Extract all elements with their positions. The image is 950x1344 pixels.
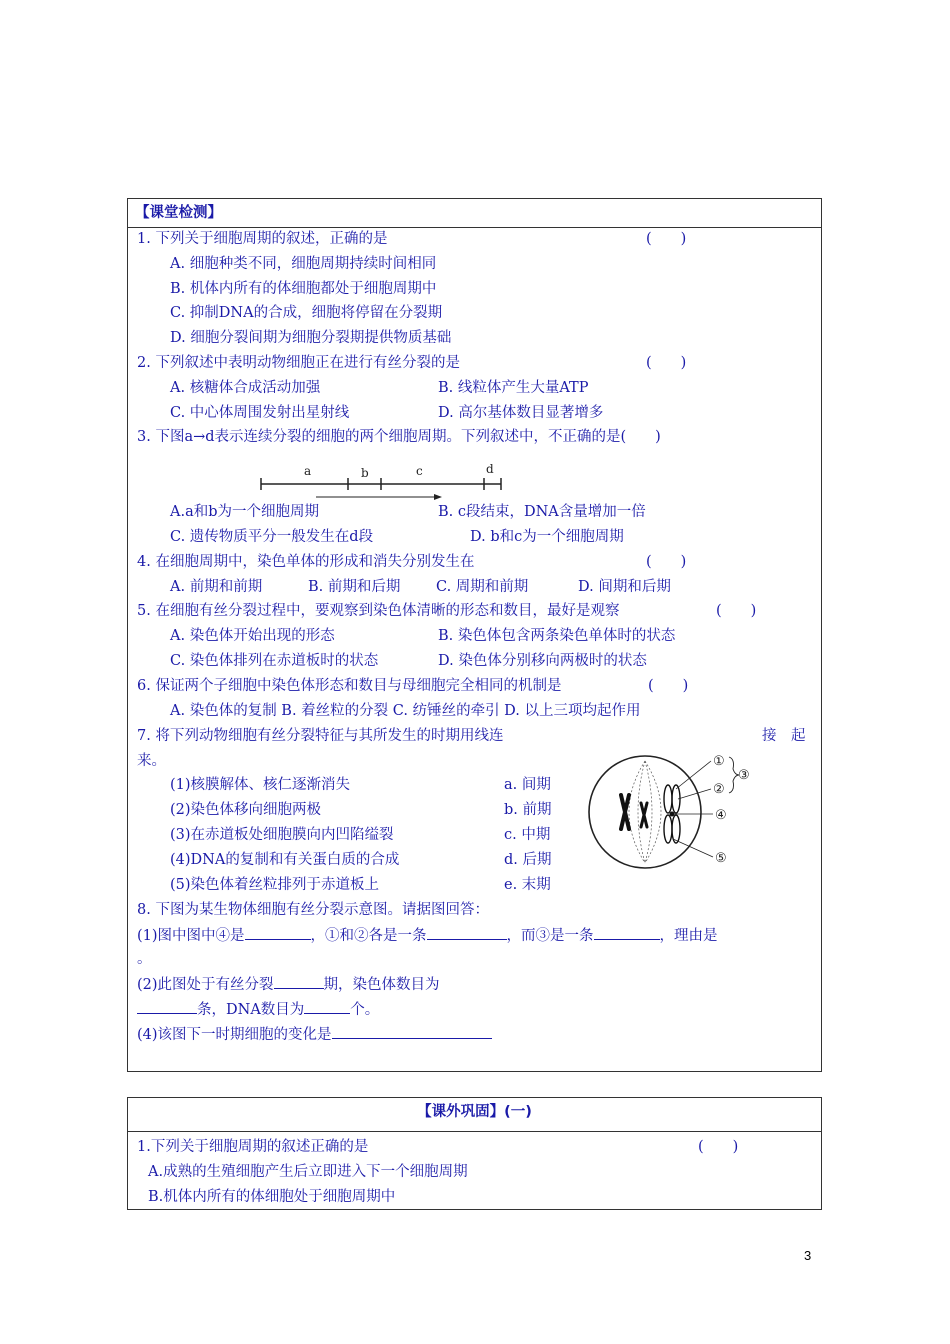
q8-blank-phase[interactable]: [274, 974, 324, 989]
classroom-check-box: [127, 198, 822, 1072]
q8-part2-text-b: 期，染色体数目为: [323, 977, 440, 993]
q8-blank-item4[interactable]: [245, 925, 311, 940]
q3-option-d: D. b和c为一个细胞周期: [470, 529, 624, 545]
q7-feature-2: (2)染色体移向细胞两极: [170, 802, 322, 818]
q5-option-b: B. 染色体包含两条染色单体时的状态: [438, 628, 676, 644]
q1-option-c: C. 抑制DNA的合成，细胞将停留在分裂期: [170, 305, 443, 321]
q8-part1-end: 。: [137, 951, 152, 967]
q6-options: A. 染色体的复制 B. 着丝粒的分裂 C. 纺锤丝的牵引 D. 以上三项均起作用: [170, 703, 641, 719]
q8-blank-item3[interactable]: [594, 925, 660, 940]
q8-blank-item12[interactable]: [427, 925, 507, 940]
q3-option-a: A.a和b为一个细胞周期: [170, 504, 320, 520]
q8-part2-text-a: (2)此图处于有丝分裂: [137, 977, 274, 993]
segment-label-a: a: [304, 464, 312, 478]
q1-option-b: B. 机体内所有的体细胞都处于细胞周期中: [170, 281, 437, 297]
q8-part4-text: (4)该图下一时期细胞的变化是: [137, 1027, 332, 1043]
q2-answer-paren: ( ): [646, 355, 687, 371]
hw-q1-option-b: B.机体内所有的体细胞处于细胞周期中: [148, 1189, 396, 1205]
q8-part1-text-b: ，①和②各是一条: [310, 928, 427, 944]
q6-stem: 6. 保证两个子细胞中染色体形态和数目与母细胞完全相同的机制是: [137, 678, 562, 694]
marker-5: ⑤: [715, 851, 727, 866]
q4-option-b: B. 前期和后期: [308, 579, 401, 595]
q4-answer-paren: ( ): [646, 554, 687, 570]
q8-blank-chromosome-count[interactable]: [137, 999, 197, 1014]
q8-part2-line2: [137, 999, 379, 1020]
marker-1: ①: [713, 754, 725, 769]
q8-part2-text-c: 条，DNA数目为: [197, 1002, 305, 1018]
q8-part1: [137, 925, 718, 946]
q7-phase-d: d. 后期: [504, 852, 552, 868]
q5-stem: 5. 在细胞有丝分裂过程中，要观察到染色体清晰的形态和数目，最好是观察: [137, 603, 620, 619]
q3-stem: 3. 下图a→d表示连续分裂的细胞的两个细胞周期。下列叙述中，不正确的是( ): [137, 429, 661, 445]
q4-option-a: A. 前期和前期: [170, 579, 263, 595]
cell-cycle-line-diagram: [256, 457, 506, 505]
q8-part4: [137, 1024, 492, 1045]
q3-option-c: C. 遗传物质平分一般发生在d段: [170, 529, 374, 545]
q8-part1-text-c: ，而③是一条: [506, 928, 594, 944]
hw-q1-option-a: A.成熟的生殖细胞产生后立即进入下一个细胞周期: [148, 1164, 468, 1180]
q2-option-a: A. 核糖体合成活动加强: [170, 380, 321, 396]
q7-phase-a: a. 间期: [504, 777, 551, 793]
q5-option-c: C. 染色体排列在赤道板时的状态: [170, 653, 379, 669]
q4-option-d: D. 间期和后期: [578, 579, 671, 595]
classroom-check-title: 【课堂检测】: [128, 199, 821, 228]
marker-2: ②: [713, 782, 725, 797]
q7-feature-3: (3)在赤道板处细胞膜向内凹陷缢裂: [170, 827, 394, 843]
q7-feature-1: (1)核膜解体、核仁逐渐消失: [170, 777, 351, 793]
q2-option-d: D. 高尔基体数目显著增多: [438, 405, 604, 421]
q6-answer-paren: ( ): [648, 678, 689, 694]
segment-label-d: d: [486, 462, 494, 476]
hw-q1-answer-paren: ( ): [698, 1139, 739, 1155]
q1-option-a: A. 细胞种类不同，细胞周期持续时间相同: [170, 256, 437, 272]
q5-answer-paren: ( ): [716, 603, 757, 619]
marker-4: ④: [715, 808, 727, 823]
q1-stem: 1. 下列关于细胞周期的叙述，正确的是: [137, 231, 388, 247]
q2-stem: 2. 下列叙述中表明动物细胞正在进行有丝分裂的是: [137, 355, 460, 371]
segment-label-b: b: [361, 466, 369, 480]
homework-box: [127, 1097, 822, 1210]
q7-phase-b: b. 前期: [504, 802, 552, 818]
q1-answer-paren: ( ): [646, 231, 687, 247]
q5-option-d: D. 染色体分别移向两极时的状态: [438, 653, 647, 669]
q4-stem: 4. 在细胞周期中，染色单体的形成和消失分别发生在: [137, 554, 475, 570]
marker-3: ③: [738, 768, 750, 783]
q7-phase-c: c. 中期: [504, 827, 551, 843]
hw-q1-stem: 1.下列关于细胞周期的叙述正确的是: [137, 1139, 369, 1155]
q7-stem-line1: 7. 将下列动物细胞有丝分裂特征与其所发生的时期用线连: [137, 728, 504, 744]
q7-feature-4: (4)DNA的复制和有关蛋白质的合成: [170, 852, 400, 868]
q8-part2-text-d: 个。: [350, 1002, 380, 1018]
q8-stem: 8. 下图为某生物体细胞有丝分裂示意图。请据图回答：: [137, 902, 489, 918]
q2-option-b: B. 线粒体产生大量ATP: [438, 380, 589, 396]
q2-option-c: C. 中心体周围发射出星射线: [170, 405, 350, 421]
q7-feature-5: (5)染色体着丝粒排列于赤道板上: [170, 877, 380, 893]
q7-phase-e: e. 末期: [504, 877, 551, 893]
q7-stem-line1-end: 接 起: [762, 728, 806, 744]
q4-option-c: C. 周期和前期: [436, 579, 529, 595]
q3-option-b: B. c段结束，DNA含量增加一倍: [438, 504, 646, 520]
q8-part1-text-a: (1)图中图中④是: [137, 928, 245, 944]
q8-part2-line1: [137, 974, 440, 995]
page-number: 3: [804, 1248, 812, 1263]
segment-label-c: c: [416, 464, 423, 478]
mitosis-cell-diagram: [583, 747, 753, 877]
q1-option-d: D. 细胞分裂间期为细胞分裂期提供物质基础: [170, 330, 452, 346]
homework-title: 【课外巩固】(一): [128, 1098, 821, 1132]
q8-blank-dna-count[interactable]: [304, 999, 350, 1014]
q5-option-a: A. 染色体开始出现的形态: [170, 628, 335, 644]
q8-blank-next-phase[interactable]: [332, 1024, 492, 1039]
q7-stem-line2: 来。: [137, 753, 166, 769]
q8-part1-text-d: ，理由是: [659, 928, 718, 944]
